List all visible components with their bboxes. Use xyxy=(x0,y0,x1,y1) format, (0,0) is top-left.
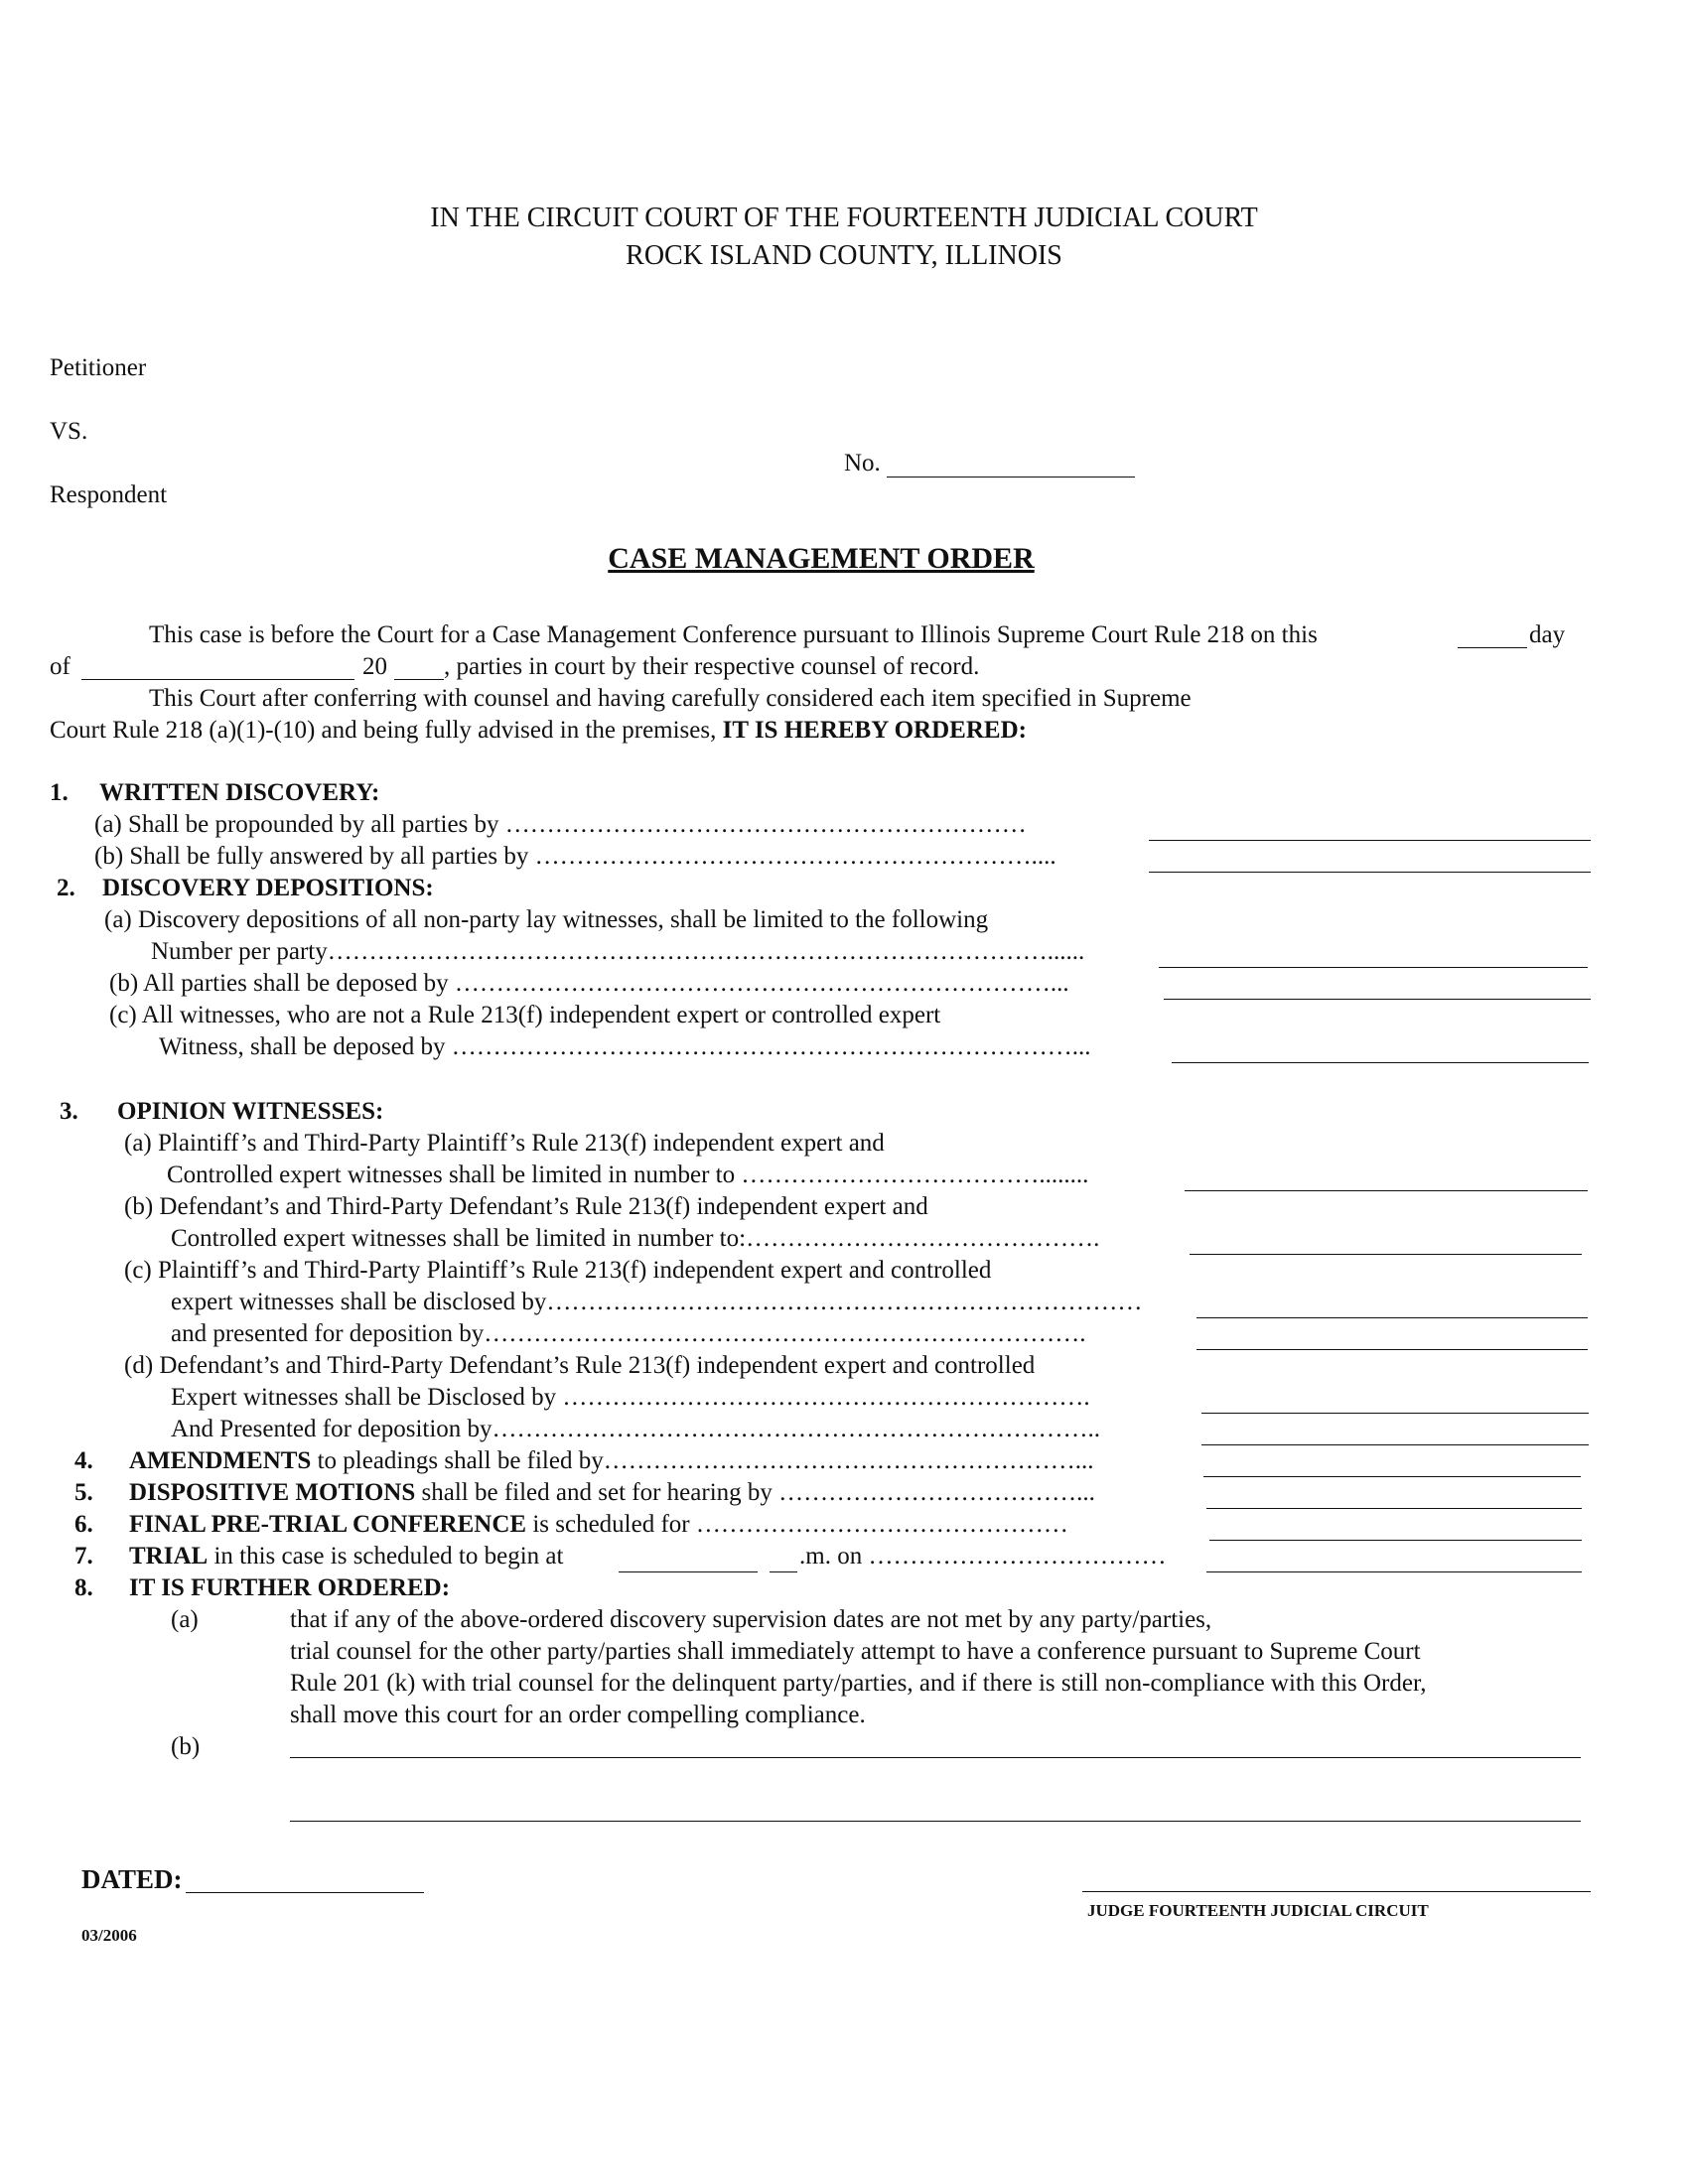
s3-d-presented-field[interactable] xyxy=(1201,1444,1589,1445)
s3-d-disclosed-field[interactable] xyxy=(1201,1413,1589,1414)
s3-b-text-1: (b) Defendant’s and Third-Party Defendant’s Rule 213(f) independent expert and xyxy=(124,1193,928,1220)
s2-c-field[interactable] xyxy=(1172,1062,1589,1063)
s5-field[interactable] xyxy=(1206,1508,1582,1509)
section-1-number: 1. xyxy=(50,779,69,806)
trial-label: TRIAL xyxy=(129,1543,209,1570)
s2-b-field[interactable] xyxy=(1164,999,1591,1000)
vs-label: VS. xyxy=(50,418,88,445)
s3-d-text-1: (d) Defendant’s and Third-Party Defendant’s Rule 213(f) independent expert and controlled xyxy=(124,1352,1036,1379)
s8-b-label: (b) xyxy=(171,1733,201,1760)
dated-label: DATED: xyxy=(81,1864,183,1894)
month-field[interactable] xyxy=(81,679,354,680)
s1-a-text: (a) Shall be propounded by all parties by ……………………………………………………… xyxy=(94,811,1027,838)
form-date: 03/2006 xyxy=(81,1926,137,1945)
section-4-number: 4. xyxy=(74,1447,93,1474)
s3-b-field[interactable] xyxy=(1190,1254,1582,1255)
amendments-text: to pleadings shall be filed by…………………………………………………... xyxy=(311,1447,1094,1474)
page-title: CASE MANAGEMENT ORDER xyxy=(608,542,1035,575)
trial-on-text: .m. on ……………………………… xyxy=(799,1543,1167,1570)
s2-c-text-1: (c) All witnesses, who are not a Rule 213(f) independent expert or controlled expert xyxy=(109,1002,941,1028)
s8-b-field-2[interactable] xyxy=(290,1821,1581,1822)
s3-c-text-3: and presented for deposition by………………………………………………………………. xyxy=(171,1320,1086,1347)
s8-a-text-2: trial counsel for the other party/parties shall immediately attempt to have a conference pursuant to Supreme Court xyxy=(290,1638,1421,1665)
case-number-field[interactable] xyxy=(887,477,1135,478)
s6-field[interactable] xyxy=(1209,1540,1582,1541)
s8-b-field-1[interactable] xyxy=(290,1757,1581,1758)
intro-line-2: , parties in court by their respective counsel of record. xyxy=(444,653,980,680)
dispositive-motions-label: DISPOSITIVE MOTIONS xyxy=(129,1479,416,1506)
section-3-heading: OPINION WITNESSES: xyxy=(117,1098,384,1125)
day-field[interactable] xyxy=(1458,647,1527,648)
trial-date-field[interactable] xyxy=(1206,1571,1582,1572)
s2-a-text-1: (a) Discovery depositions of all non-party lay witnesses, shall be limited to the following xyxy=(104,906,989,933)
judge-signature-line[interactable] xyxy=(1082,1891,1591,1892)
s8-a-text-4: shall move this court for an order compelling compliance. xyxy=(290,1702,866,1728)
section-6-number: 6. xyxy=(74,1511,93,1538)
trial-text: in this case is scheduled to begin at xyxy=(208,1543,564,1570)
s3-c-text-1: (c) Plaintiff’s and Third-Party Plaintiff’s Rule 213(f) independent expert and controlled xyxy=(124,1257,992,1284)
year-field[interactable] xyxy=(394,679,444,680)
s3-c-disclosed-field[interactable] xyxy=(1196,1317,1588,1318)
s2-c-text-2: Witness, shall be deposed by …………………………………………………………………... xyxy=(159,1033,1091,1060)
s8-a-text-3: Rule 201 (k) with trial counsel for the delinquent party/parties, and if there is still non-compliance with this Order, xyxy=(290,1670,1427,1697)
respondent-label: Respondent xyxy=(50,481,168,508)
s3-d-text-3: And Presented for deposition by……………………………………………………………….. xyxy=(171,1416,1101,1442)
intro-of-label: of xyxy=(50,653,70,680)
petitioner-label: Petitioner xyxy=(50,354,147,381)
intro-year-prefix: 20 xyxy=(362,653,387,680)
s4-field[interactable] xyxy=(1203,1476,1581,1477)
trial-time-field[interactable] xyxy=(619,1571,758,1572)
s3-c-text-2: expert witnesses shall be disclosed by……………………………………………………………… xyxy=(171,1289,1143,1315)
dated-field[interactable] xyxy=(186,1892,424,1893)
s2-a-text-2: Number per party……………………………………………………………………………...... xyxy=(151,938,1085,965)
judge-title: JUDGE FOURTEENTH JUDICIAL CIRCUIT xyxy=(1087,1901,1429,1920)
s1-a-field[interactable] xyxy=(1149,840,1591,841)
intro-line-3: This Court after conferring with counsel and having carefully considered each item specified in Supreme xyxy=(149,685,1192,712)
section-3-number: 3. xyxy=(60,1098,78,1125)
amendments-label: AMENDMENTS xyxy=(129,1447,312,1474)
s2-b-text: (b) All parties shall be deposed by ………………………………………………………………... xyxy=(109,970,1069,997)
s3-a-text-1: (a) Plaintiff’s and Third-Party Plaintiff’s Rule 213(f) independent expert and xyxy=(124,1130,885,1157)
s3-a-text-2: Controlled expert witnesses shall be limited in number to ………………………………........ xyxy=(167,1161,1089,1188)
court-name: IN THE CIRCUIT COURT OF THE FOURTEENTH JUDICIAL COURT xyxy=(430,203,1258,233)
section-8-number: 8. xyxy=(74,1574,93,1601)
s3-a-field[interactable] xyxy=(1185,1190,1588,1191)
s3-c-presented-field[interactable] xyxy=(1196,1349,1588,1350)
section-1-heading: WRITTEN DISCOVERY: xyxy=(99,779,380,806)
case-number-label: No. xyxy=(844,450,881,477)
intro-day-label: day xyxy=(1529,621,1566,648)
s2-a-field[interactable] xyxy=(1159,967,1588,968)
hereby-ordered: IT IS HEREBY ORDERED: xyxy=(722,717,1027,744)
final-pretrial-label: FINAL PRE-TRIAL CONFERENCE xyxy=(129,1511,527,1538)
s1-b-field[interactable] xyxy=(1149,872,1591,873)
s8-a-text-1: that if any of the above-ordered discovery supervision dates are not met by any party/parties, xyxy=(290,1606,1212,1633)
intro-line-4: Court Rule 218 (a)(1)-(10) and being fully advised in the premises, xyxy=(50,717,717,744)
trial-ampm-field[interactable] xyxy=(770,1571,797,1572)
county-name: ROCK ISLAND COUNTY, ILLINOIS xyxy=(626,240,1062,271)
section-7-number: 7. xyxy=(74,1543,93,1570)
s3-d-text-2: Expert witnesses shall be Disclosed by ………………………………………………………. xyxy=(171,1384,1090,1411)
dispositive-motions-text: shall be filed and set for hearing by ………………………………... xyxy=(415,1479,1095,1506)
section-8-heading: IT IS FURTHER ORDERED: xyxy=(129,1574,451,1601)
section-2-heading: DISCOVERY DEPOSITIONS: xyxy=(102,875,434,901)
section-2-number: 2. xyxy=(57,875,75,901)
s8-a-label: (a) xyxy=(171,1606,199,1633)
s3-b-text-2: Controlled expert witnesses shall be limited in number to:……………………………………. xyxy=(171,1225,1100,1252)
final-pretrial-text: is scheduled for ……………………………………… xyxy=(526,1511,1068,1538)
s1-b-text: (b) Shall be fully answered by all parties by …………………………………………………….... xyxy=(94,843,1056,870)
intro-line-1: This case is before the Court for a Case Management Conference pursuant to Illinois Supreme Court Rule 218 on this xyxy=(149,621,1318,648)
section-5-number: 5. xyxy=(74,1479,93,1506)
